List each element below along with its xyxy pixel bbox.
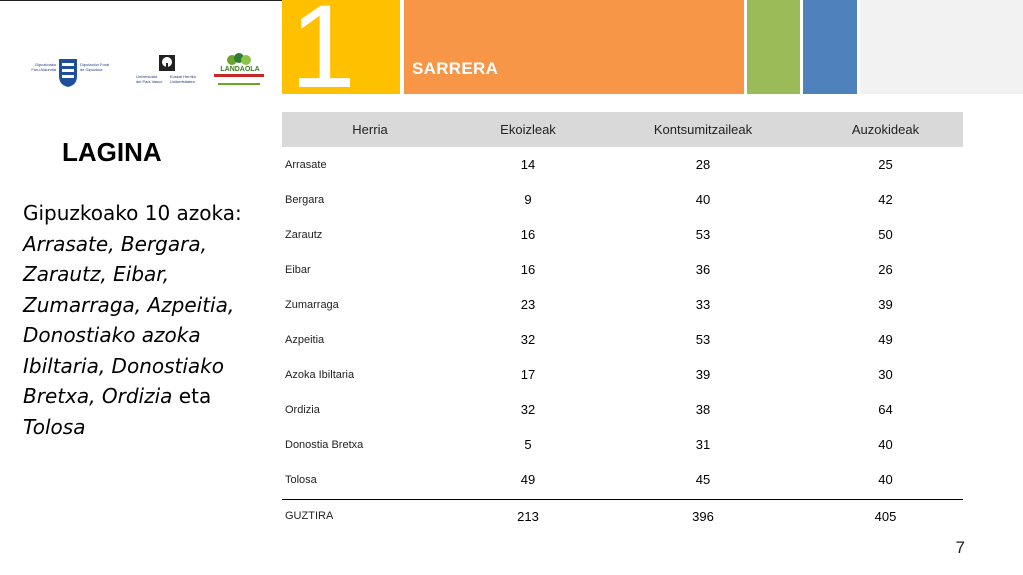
count-cell: 40 bbox=[695, 192, 711, 207]
count-cell: 40 bbox=[878, 472, 893, 487]
sample-towns-last: Tolosa bbox=[23, 414, 86, 439]
gipuzkoa-coat-of-arms-icon bbox=[58, 58, 78, 88]
count-cell: 42 bbox=[878, 192, 893, 207]
logo-text-line: Euskal Herriko bbox=[170, 74, 197, 79]
town-cell: Bergara bbox=[285, 193, 325, 206]
count-cell: 53 bbox=[695, 227, 711, 242]
town-cell: Ordizia bbox=[285, 403, 320, 416]
town-cell: Eibar bbox=[285, 263, 311, 276]
table-row bbox=[282, 287, 963, 322]
sample-heading: LAGINA bbox=[62, 137, 162, 167]
logo-strip bbox=[20, 50, 270, 94]
table-row bbox=[282, 252, 963, 287]
logo-text-line: del País Vasco bbox=[136, 79, 163, 84]
total-label: GUZTIRA bbox=[285, 510, 334, 522]
blue-band bbox=[803, 0, 857, 94]
town-cell: Arrasate bbox=[285, 158, 327, 171]
count-cell: 17 bbox=[520, 367, 536, 382]
count-cell: 31 bbox=[695, 437, 711, 452]
gray-band bbox=[860, 0, 1023, 94]
sample-connector: eta bbox=[172, 384, 212, 408]
column-header: Kontsumitzaileak bbox=[653, 122, 753, 137]
section-number: 1 bbox=[290, 0, 356, 94]
logo-text-line: Gipuzkoako bbox=[34, 62, 56, 67]
column-header: Herria bbox=[352, 122, 388, 137]
table-header bbox=[282, 112, 963, 147]
town-cell: Donostia Bretxa bbox=[285, 438, 364, 451]
table-row bbox=[282, 182, 963, 217]
table-row bbox=[282, 357, 963, 392]
table-total-row bbox=[282, 499, 963, 532]
count-cell: 38 bbox=[695, 402, 711, 417]
count-cell: 32 bbox=[520, 332, 536, 347]
total-cell: 213 bbox=[517, 508, 539, 524]
upv-ehu-logo bbox=[136, 54, 202, 90]
count-cell: 28 bbox=[695, 157, 711, 172]
count-cell: 36 bbox=[695, 262, 711, 277]
section-title-block bbox=[404, 0, 744, 94]
table-row bbox=[282, 322, 963, 357]
upv-ehu-tree-icon bbox=[158, 54, 176, 72]
count-cell: 14 bbox=[520, 157, 536, 172]
landa-logo bbox=[210, 52, 268, 92]
column-header: Ekoizleak bbox=[500, 122, 556, 137]
count-cell: 49 bbox=[520, 472, 536, 487]
count-cell: 25 bbox=[878, 157, 893, 172]
table-body bbox=[282, 147, 963, 497]
total-cell: 405 bbox=[874, 508, 897, 524]
town-cell: Zarautz bbox=[285, 228, 323, 241]
count-cell: 50 bbox=[878, 227, 893, 242]
green-band bbox=[747, 0, 800, 94]
count-cell: 26 bbox=[878, 262, 893, 277]
sample-description bbox=[23, 198, 273, 442]
logo-wordmark: LANDAOLA bbox=[220, 66, 260, 73]
count-cell: 30 bbox=[878, 367, 893, 382]
sample-towns: Arrasate, Bergara, Zarautz, Eibar, Zumarraga, Azpeitia, Donostiako azoka Ibiltaria, Donostiako Bretxa, Ordizia bbox=[23, 231, 235, 408]
count-cell: 16 bbox=[520, 227, 536, 242]
count-cell: 16 bbox=[520, 262, 536, 277]
town-cell: Azoka Ibiltaria bbox=[285, 368, 355, 381]
count-cell: 23 bbox=[520, 297, 536, 312]
count-cell: 64 bbox=[878, 402, 893, 417]
logo-text-line: Universidad bbox=[136, 74, 158, 79]
table-row bbox=[282, 392, 963, 427]
table-row bbox=[282, 427, 963, 462]
total-cell: 396 bbox=[692, 508, 714, 524]
page-number: 7 bbox=[955, 538, 965, 557]
count-cell: 39 bbox=[878, 297, 893, 312]
logo-text-line: de Gipuzkoa bbox=[80, 67, 103, 72]
sample-intro: Gipuzkoako 10 azoka: bbox=[23, 201, 242, 225]
count-cell: 33 bbox=[695, 297, 711, 312]
count-cell: 9 bbox=[524, 192, 532, 207]
count-cell: 49 bbox=[878, 332, 893, 347]
markets-table bbox=[282, 112, 963, 532]
section-title: SARRERA bbox=[412, 59, 499, 78]
logo-text-line: Unibertsitatea bbox=[170, 79, 195, 84]
town-cell: Tolosa bbox=[285, 473, 317, 486]
gipuzkoa-logo bbox=[22, 54, 128, 92]
table-row bbox=[282, 217, 963, 252]
count-cell: 40 bbox=[878, 437, 893, 452]
table-row bbox=[282, 147, 963, 182]
count-cell: 5 bbox=[524, 437, 532, 452]
section-number-block bbox=[282, 0, 400, 94]
column-header: Auzokideak bbox=[851, 122, 920, 137]
logo-text-line: Foru Aldundia bbox=[31, 67, 56, 72]
town-cell: Zumarraga bbox=[285, 298, 339, 311]
count-cell: 45 bbox=[695, 472, 711, 487]
table-row bbox=[282, 462, 963, 497]
logo-text-line: Diputación Foral bbox=[80, 62, 110, 67]
count-cell: 32 bbox=[520, 402, 536, 417]
count-cell: 53 bbox=[695, 332, 711, 347]
count-cell: 39 bbox=[695, 367, 711, 382]
town-cell: Azpeitia bbox=[285, 333, 325, 346]
